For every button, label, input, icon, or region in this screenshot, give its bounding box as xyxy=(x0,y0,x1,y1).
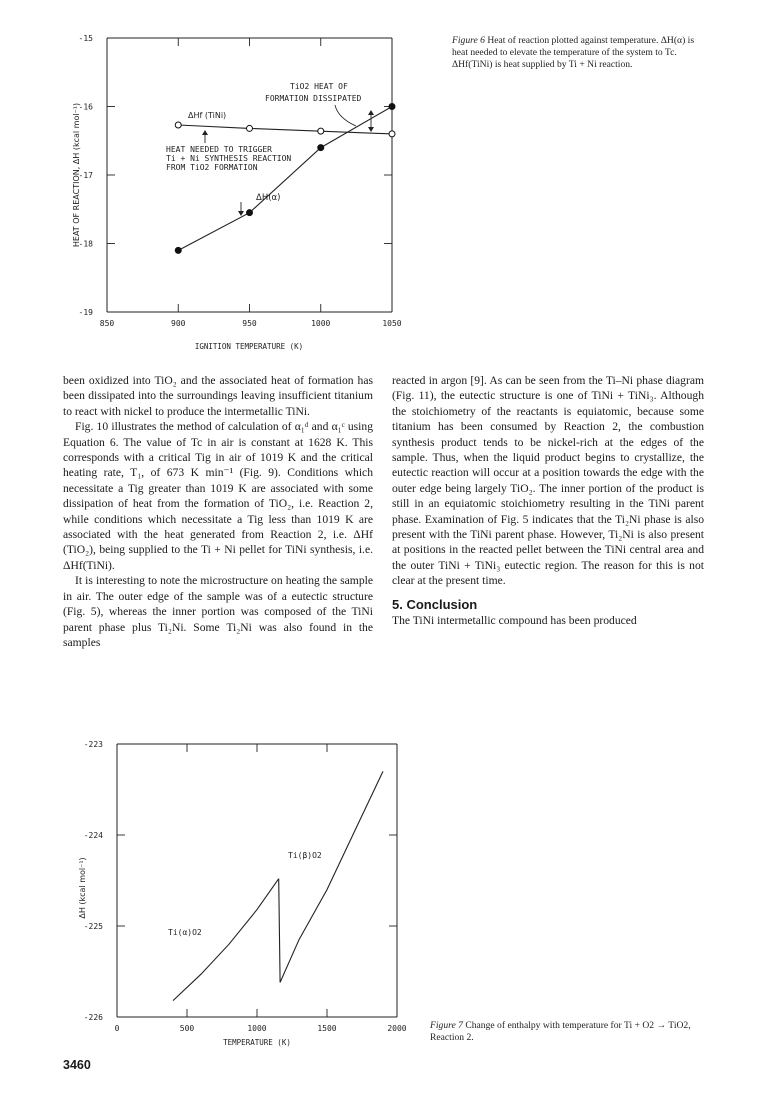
series-line-1 xyxy=(279,771,383,982)
y-tick-label: -17 xyxy=(78,171,93,180)
fig7-series xyxy=(173,771,383,1000)
fig7-frame xyxy=(117,744,397,1017)
fig6-series-label-dha: ΔH(α) xyxy=(256,193,281,203)
x-tick-label: 0 xyxy=(114,1024,120,1033)
body-column-right xyxy=(392,373,704,629)
body-paragraph: Fig. 10 illustrates the method of calculation of α₁ᵈ and α₁ᶜ using Equation 6. The value of Tc in air is constant at 1628 K. This corresponds with a critical Tig in air of 1019 K and the critical heating rate, T₁, of 673 K min⁻¹ (Fig. 9). Conditions which necessitate a Tig greater than 1019 K are associated with some dissipation of heat from the formation of TiO₂, i.e. Reaction 2, while conditions which necessitate a Tig less than 1019 K are associated with the heat generated from Reaction 2, i.e. ΔHf (TiO₂), being supplied to the Ti + Ni pellet for TiNi synthesis, i.e. ΔHf(TiNi). xyxy=(63,420,373,572)
x-tick-label: 1050 xyxy=(382,319,402,328)
data-point xyxy=(318,145,324,151)
data-point xyxy=(318,128,324,134)
data-point xyxy=(389,104,395,110)
y-tick-label: -16 xyxy=(78,102,93,112)
section-heading-conclusion: 5. Conclusion xyxy=(392,596,478,612)
fig7-y-axis-label: ΔH (kcal mol⁻¹) xyxy=(78,857,87,919)
fig6-annotation-trigger-line1: HEAT NEEDED TO TRIGGER xyxy=(166,145,272,154)
fig6-ticks xyxy=(107,38,392,312)
body-paragraph: reacted in argon [9]. As can be seen from the Ti–Ni phase diagram (Fig. 11), the eutectic structure is one of TiNi + TiNi₃. Although the stoichiometry of the reactants is equiatomic, because some titanium has been consumed by Reaction 2, the combustion synthesis product tends to be nickel-rich at the edges of the sample. Thus, when the liquid product begins to crystallize, the eutectic reaction will occur at a position towards the edge with the outer edge being largely TiO₂. The inner portion of the product is still in an equiatomic stoichiometry resulting in the TiNi parent phase. Examination of Fig. 5 indicates that the Ti₂Ni phase is also present with the TiNi parent phase. However, Ti₂Ni is also present at positions in the reacted pellet between the TiNi central area and the outer TiNi + TiNi₃ eutectic region. The reason for this is not clear at the present time. xyxy=(392,374,704,588)
data-point xyxy=(175,122,181,128)
fig7-ticks xyxy=(117,744,397,1017)
fig6-series-label-dhf: ΔHf (TiNi) xyxy=(188,111,227,120)
x-tick-label: 2000 xyxy=(387,1024,407,1033)
figure-7-caption-text: Change of enthalpy with temperature for Ti + O2 → TiO2, Reaction 2. xyxy=(430,1020,691,1044)
fig6-annotation-tio2-line1: TiO2 HEAT OF xyxy=(290,82,348,91)
figure-6-caption-text: Heat of reaction plotted against temperature. ΔH(α) is heat needed to elevate the temperature of the system to Tc. ΔHf(TiNi) is heat supplied by Ti + Ni reaction. xyxy=(452,35,695,71)
data-point xyxy=(175,247,181,253)
page-number: 3460 xyxy=(63,1058,91,1072)
figure-7-caption xyxy=(430,1020,710,1044)
fig6-x-axis-label: IGNITION TEMPERATURE (K) xyxy=(194,342,304,351)
y-tick-label: -223 xyxy=(83,740,103,749)
y-tick-label: -15 xyxy=(78,34,93,43)
fig6-annotation-tio2-line2: FORMATION DISSIPATED xyxy=(265,94,362,103)
y-tick-label: -224 xyxy=(83,831,103,840)
fig6-tio2-pointer xyxy=(335,105,356,126)
fig6-down-arrow xyxy=(238,202,244,216)
fig6-x-tick-labels xyxy=(100,319,402,328)
fig6-up-arrow xyxy=(202,130,208,143)
x-tick-label: 1500 xyxy=(317,1024,337,1033)
y-tick-label: -226 xyxy=(83,1013,103,1022)
body-column-left xyxy=(63,373,373,650)
data-point xyxy=(247,210,253,216)
series-line-0 xyxy=(178,125,392,134)
figure-6-chart xyxy=(0,0,420,360)
x-tick-label: 850 xyxy=(99,319,115,328)
fig6-series xyxy=(175,104,395,254)
data-point xyxy=(247,125,253,131)
data-point xyxy=(389,131,395,137)
body-paragraph: It is interesting to note the microstructure on heating the sample in air. The outer edge of the sample was of a eutectic structure (Fig. 5), whereas the inner portion was composed of the TiNi parent phase plus Ti₂Ni. Some Ti₂Ni was also found in the samples xyxy=(63,574,373,649)
y-tick-label: -225 xyxy=(83,922,103,931)
figure-7-chart xyxy=(0,728,420,1060)
series-line-1 xyxy=(178,107,392,251)
body-paragraph: The TiNi intermetallic compound has been produced xyxy=(392,614,637,628)
fig6-y-axis-label: HEAT OF REACTION, ΔH (kcal mol⁻¹) xyxy=(72,102,81,248)
fig6-annotation-trigger-line2: Ti + Ni SYNTHESIS REACTION xyxy=(166,154,292,163)
x-tick-label: 950 xyxy=(242,319,257,328)
fig7-x-tick-labels xyxy=(115,1024,407,1033)
body-paragraph: been oxidized into TiO₂ and the associated heat of formation has been dissipated into the surroundings leaving insufficient titanium to react with nickel to produce the intermetallic TiNi. xyxy=(63,374,373,418)
fig7-annotation-alpha: Ti(α)O2 xyxy=(168,928,202,937)
series-line-0 xyxy=(173,879,279,1001)
figure-7-caption-label: Figure 7 xyxy=(430,1020,463,1031)
x-tick-label: 1000 xyxy=(311,319,331,328)
figure-6-caption-label: Figure 6 xyxy=(452,35,485,46)
fig7-x-axis-label: TEMPERATURE (K) xyxy=(223,1038,291,1047)
y-tick-label: -19 xyxy=(78,308,93,317)
x-tick-label: 500 xyxy=(179,1024,195,1033)
fig7-annotation-beta: Ti(β)O2 xyxy=(288,851,322,860)
x-tick-label: 1000 xyxy=(247,1024,267,1033)
y-tick-label: -18 xyxy=(78,239,93,249)
figure-6-caption xyxy=(452,35,697,72)
fig6-gap-arrow xyxy=(368,110,374,132)
fig6-frame xyxy=(107,38,392,312)
fig6-annotation-trigger-line3: FROM TiO2 FORMATION xyxy=(166,163,258,172)
x-tick-label: 900 xyxy=(171,319,186,328)
